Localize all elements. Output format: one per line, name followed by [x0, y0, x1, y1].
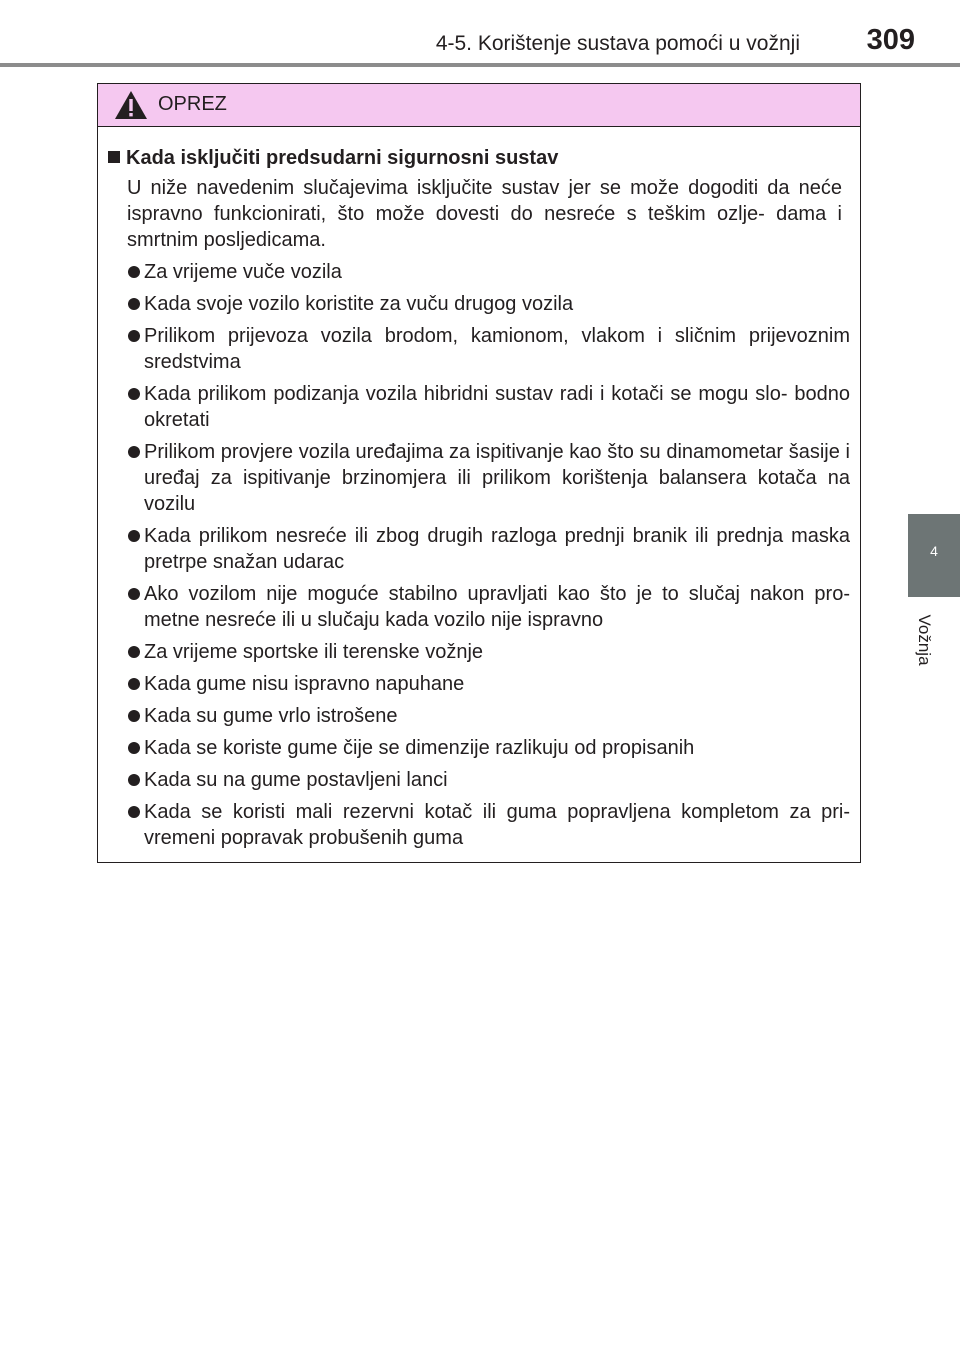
caution-body: [98, 127, 860, 851]
bullet-dot-icon: [128, 710, 140, 722]
square-bullet-icon: [108, 151, 120, 163]
bullet-dot-icon: [128, 266, 140, 278]
list-item: Kada se koriste gume čije se dimenzije razlikuju od propisanih: [106, 735, 850, 761]
section-heading: [106, 145, 852, 171]
condition-list: [106, 259, 852, 851]
list-item: Kada su na gume postavljeni lanci: [106, 767, 850, 793]
caution-header: [98, 84, 860, 127]
list-item: Za vrijeme sportske ili terenske vožnje: [106, 639, 850, 665]
caution-box: [97, 83, 861, 863]
list-item: Prilikom provjere vozila uređajima za ispitivanje kao što su dinamometar šasije i uređaj za ispitivanje brzinomjera ili prilikom korištenja balansera kotača na vozilu: [106, 439, 850, 517]
warning-triangle-icon: [114, 90, 148, 120]
section-heading-text: Kada isključiti predsudarni sigurnosni sustav: [126, 147, 559, 169]
list-item: Kada svoje vozilo koristite za vuču drugog vozila: [106, 291, 850, 317]
bullet-dot-icon: [128, 298, 140, 310]
bullet-dot-icon: [128, 530, 140, 542]
list-item: Kada prilikom nesreće ili zbog drugih razloga prednji branik ili prednja maska pretrpe snažan udarac: [106, 523, 850, 575]
list-item: Kada se koristi mali rezervni kotač ili guma popravljena kompletom za pri- vremeni popravak probušenih guma: [106, 799, 850, 851]
list-item: Kada gume nisu ispravno napuhane: [106, 671, 850, 697]
bullet-dot-icon: [128, 588, 140, 600]
bullet-dot-icon: [128, 646, 140, 658]
bullet-dot-icon: [128, 806, 140, 818]
page-number: 309: [866, 24, 915, 56]
chapter-label: Vožnja: [915, 614, 934, 666]
bullet-dot-icon: [128, 446, 140, 458]
bullet-dot-icon: [128, 330, 140, 342]
list-item: Kada prilikom podizanja vozila hibridni sustav radi i kotači se mogu slo- bodno okretati: [106, 381, 850, 433]
section-title: 4-5. Korištenje sustava pomoći u vožnji: [435, 32, 800, 55]
header-rule: [0, 63, 960, 67]
chapter-number: 4: [930, 543, 938, 559]
list-item: Ako vozilom nije moguće stabilno upravljati kao što je to slučaj nakon pro- metne nesreće ili u slučaju kada vozilo nije ispravno: [106, 581, 850, 633]
caution-title: OPREZ: [158, 93, 227, 115]
list-item: Prilikom prijevoza vozila brodom, kamionom, vlakom i sličnim prijevoznim sredstvima: [106, 323, 850, 375]
list-item: Za vrijeme vuče vozila: [106, 259, 850, 285]
chapter-tab: [908, 514, 960, 597]
bullet-dot-icon: [128, 742, 140, 754]
intro-paragraph: U niže navedenim slučajevima isključite sustav jer se može dogoditi da neće ispravno funkcionirati, što može dovesti do nesreće s teškim ozlje- dama i smrtnim posljedicama.: [127, 177, 842, 251]
bullet-dot-icon: [128, 678, 140, 690]
bullet-dot-icon: [128, 388, 140, 400]
list-item: Kada su gume vrlo istrošene: [106, 703, 850, 729]
bullet-dot-icon: [128, 774, 140, 786]
